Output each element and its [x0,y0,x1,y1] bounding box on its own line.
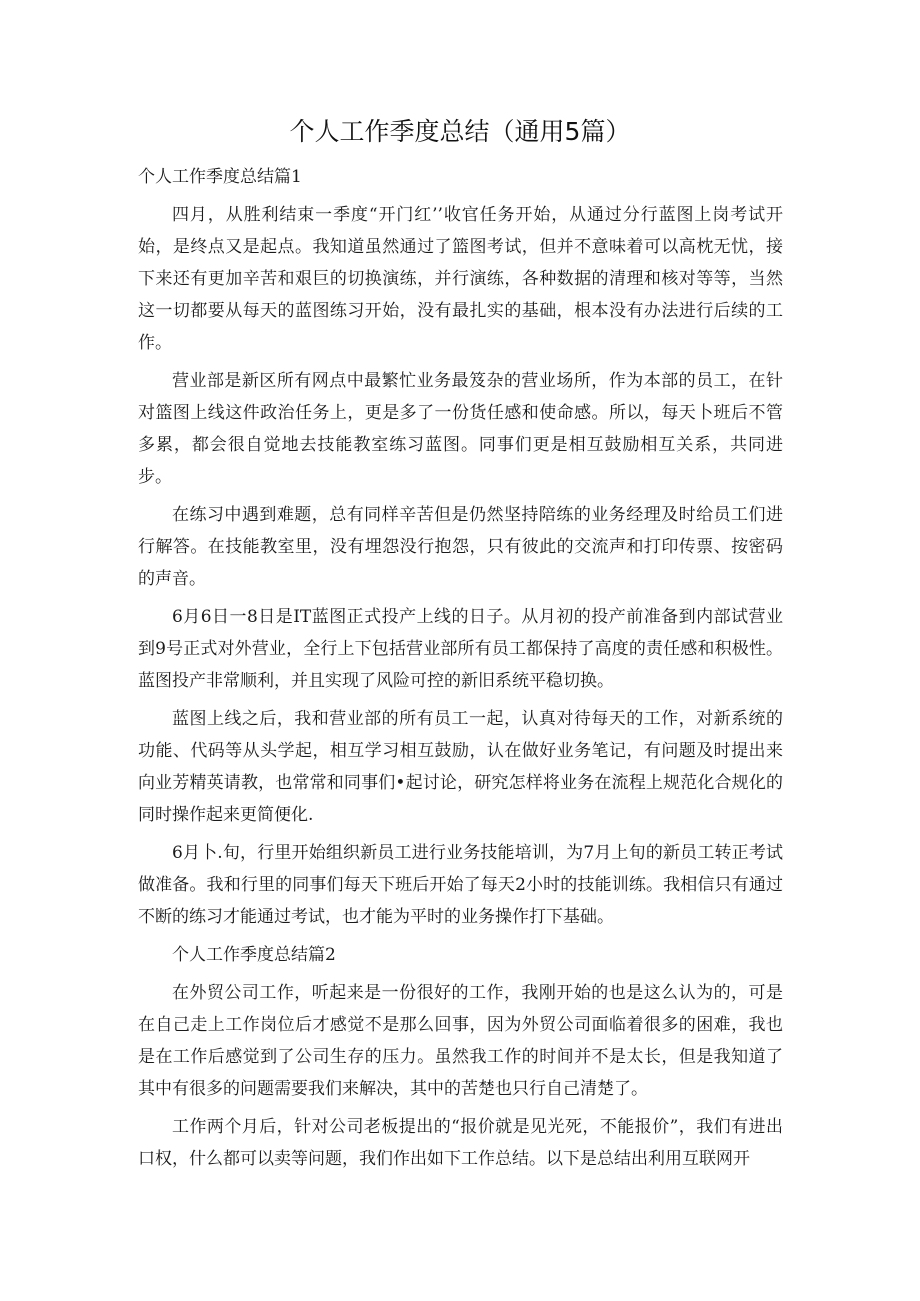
document-body [138,161,783,1175]
paragraph: 6月6日一8日是IT蓝图正式投产上线的日子。从月初的投产前准备到内部试营业到9号正式对外营业，全行上下包括营业部所有员工都保持了高度的责任感和积极性。蓝图投产非常顺利，并且实现了风险可控的新旧系统平稳切换。 [138,607,783,691]
paragraph: 在外贸公司工作，听起来是一份很好的工作，我刚开始的也是这么认为的，可是在自己走上工作岗位后才感觉不是那么回事，因为外贸公司面临着很多的困难，我也是在工作后感觉到了公司生存的压力。虽然我工作的时间并不是太长，但是我知道了其中有很多的问题需要我们来解决，其中的苦楚也只行自己清楚了。 [138,983,783,1099]
paragraph: 在练习中遇到难题，总有同样辛苦但是仍然坚持陪练的业务经理及时给员工们进行解答。在技能教室里，没有埋怨没行抱怨，只有彼此的交流声和打印传票、按密码的声音。 [138,505,783,589]
document-title: 个人工作季度总结（通用5篇） [289,117,631,146]
paragraph: 蓝图上线之后，我和营业部的所有员工一起，认真对待每天的工作，对新系统的功能、代码等从头学起，相互学习相互鼓励，认在做好业务笔记，有问题及时提出来向业芳精英请教，也常常和同事们•起讨论，研究怎样将业务在流程上规范化合规化的同时操作起来更简便化. [138,709,783,825]
paragraph: 6月卜.旬，行里开始组织新员工进行业务技能培训，为7月上旬的新员工转正考试做准备。我和行里的同事们每天下班后开始了每天2小时的技能训练。我相信只有通过不断的练习才能通过考试，也才能为平时的业务操作打下基础。 [138,843,783,927]
paragraph: 营业部是新区所有网点中最繁忙业务最笈杂的营业场所，作为本部的员工，在针对篮图上线这件政治任务上，更是多了一份货任感和使命感。所以，每天卜班后不管多累，都会很自觉地去技能教室练习蓝图。同事们更是相互鼓励相互关系，共同进步。 [138,371,783,487]
section-heading-1: 个人工作季度总结篇1 [138,167,302,187]
paragraph: 四月，从胜利结束一季度“开门红’’收官任务开始，从通过分行蓝图上岗考试开始，是终点又是起点。我知道虽然通过了篮图考试，但并不意味着可以高枕无忧，接下来还有更加辛苦和艰巨的切换演练，并行演练，各种数据的清理和核对等等，当然这一切都要从每天的蓝图练习开始，没有最扎实的基础，根本没有办法进行后续的工作。 [138,205,783,353]
paragraph: 工作两个月后，针对公司老板提出的“报价就是见光死，不能报价”，我们有进出口权，什么都可以卖等问题，我们作出如下工作总结。以下是总结出利用互联网开 [138,1117,783,1169]
section-heading-2: 个人工作季度总结篇2 [172,945,336,965]
